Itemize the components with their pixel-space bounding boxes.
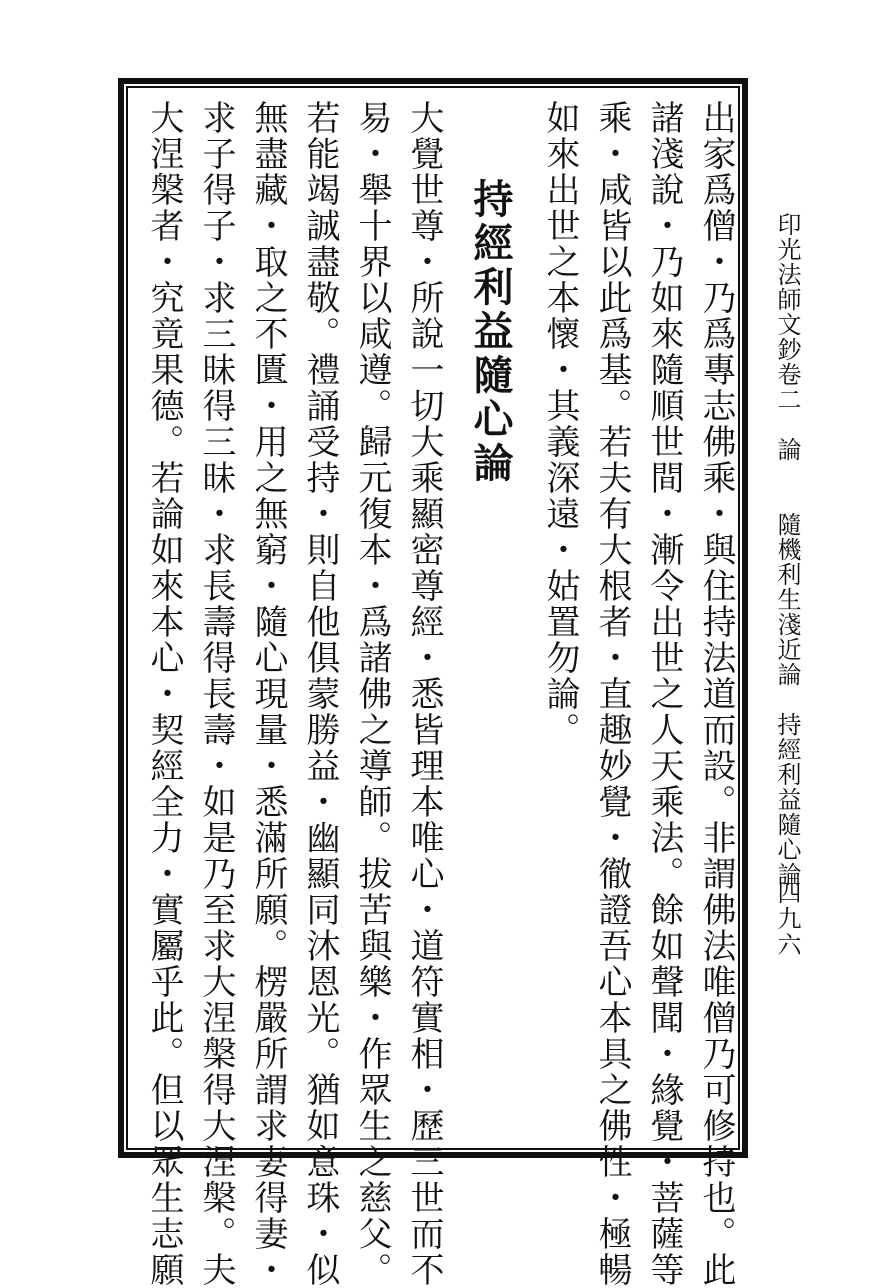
text-column: 易・舉十界以咸遵。歸元復本・爲諸佛之導師。拔苦與樂・作眾生之慈父。	[352, 100, 392, 1288]
section-title: 持經利益隨心論	[467, 178, 514, 486]
page-number: 四九六	[773, 880, 801, 958]
text-column: 求子得子・求三昧得三昧・求長壽得長壽・如是乃至求大涅槃得大涅槃。夫	[196, 100, 236, 1288]
text-column: 大覺世尊・所說一切大乘顯密尊經・悉皆理本唯心・道符實相・歷三世而不	[404, 100, 444, 1288]
text-column: 無盡藏・取之不匱・用之無窮・隨心現量・悉滿所願。楞嚴所謂求妻得妻・	[248, 100, 288, 1288]
text-column: 如來出世之本懷・其義深遠・姑置勿論。	[540, 100, 580, 748]
text-column: 出家爲僧・乃爲專志佛乘・與住持法道而設。非謂佛法唯僧乃可修持也。此	[696, 100, 736, 1288]
text-column: 諸淺說・乃如來隨順世間・漸令出世之人天乘法。餘如聲聞・緣覺・菩薩等	[644, 100, 684, 1288]
text-column: 乘・咸皆以此爲基。若夫有大根者・直趣妙覺・徹證吾心本具之佛性・極暢	[592, 100, 632, 1288]
text-column: 大涅槃者・究竟果德。若論如來本心・契經全力・實屬乎此。但以眾生志願	[144, 100, 184, 1288]
running-header: 印光法師文鈔卷二 論 隨機利生淺近論 持經利益隨心論	[773, 212, 801, 887]
text-column: 若能竭誠盡敬。禮誦受持・則自他俱蒙勝益・幽顯同沐恩光。猶如意珠・似	[300, 100, 340, 1288]
